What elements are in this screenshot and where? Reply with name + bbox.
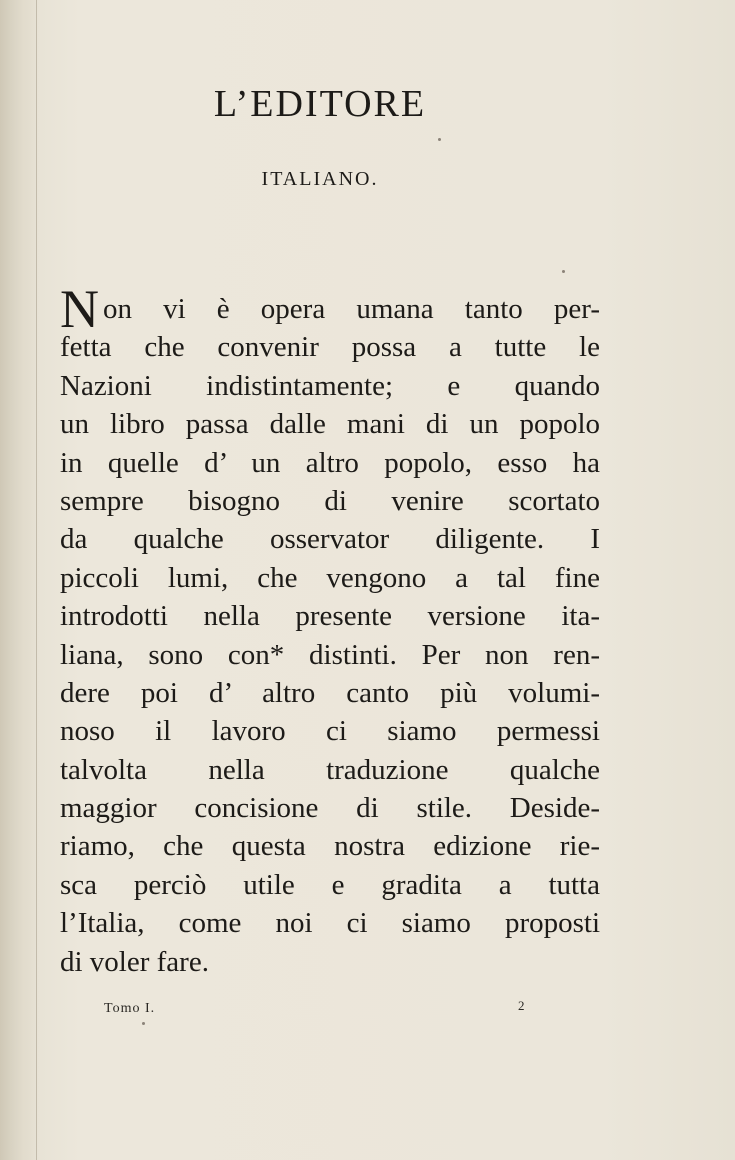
body-line: introdotti nella presente versione ita-	[60, 600, 600, 633]
page-title: L’EDITORE	[213, 83, 427, 125]
footer-sheet-number: 2	[518, 998, 525, 1013]
body-line: fetta che convenir possa a tutte le	[60, 331, 600, 364]
body-line: un libro passa dalle mani di un popolo	[60, 408, 600, 441]
body-line-1	[60, 279, 600, 340]
body-line: l’Italia, come noi ci siamo proposti	[60, 907, 600, 940]
body-line: maggior concisione di stile. Deside-	[60, 792, 600, 825]
body-line: riamo, che questa nostra edizione rie-	[60, 830, 600, 863]
page-subtitle: ITALIANO.	[261, 168, 379, 190]
drop-cap: N	[60, 279, 99, 340]
body-line: sca perciò utile e gradita a tutta	[60, 868, 600, 901]
body-line: piccoli lumi, che vengono a tal fine	[60, 561, 600, 594]
body-line-last: di voler fare.	[60, 945, 209, 978]
footer-signature: Tomo I.	[104, 1001, 156, 1016]
body-text	[60, 279, 600, 981]
body-line: talvolta nella traduzione qualche	[60, 753, 600, 786]
ink-speck	[142, 1022, 145, 1025]
first-line-text: on vi è opera umana tanto per-	[103, 292, 600, 325]
body-line: Nazioni indistintamente; e quando	[60, 369, 600, 402]
body-line: sempre bisogno di venire scortato	[60, 484, 600, 517]
ink-speck	[438, 138, 441, 141]
ink-speck	[562, 270, 565, 273]
body-line: in quelle d’ un altro popolo, esso ha	[60, 446, 600, 479]
body-line: liana, sono con* distinti. Per non ren-	[60, 638, 600, 671]
body-line: noso il lavoro ci siamo permessi	[60, 715, 600, 748]
body-line: dere poi d’ altro canto più volumi-	[60, 676, 600, 709]
body-line: da qualche osservator diligente. I	[60, 523, 600, 556]
